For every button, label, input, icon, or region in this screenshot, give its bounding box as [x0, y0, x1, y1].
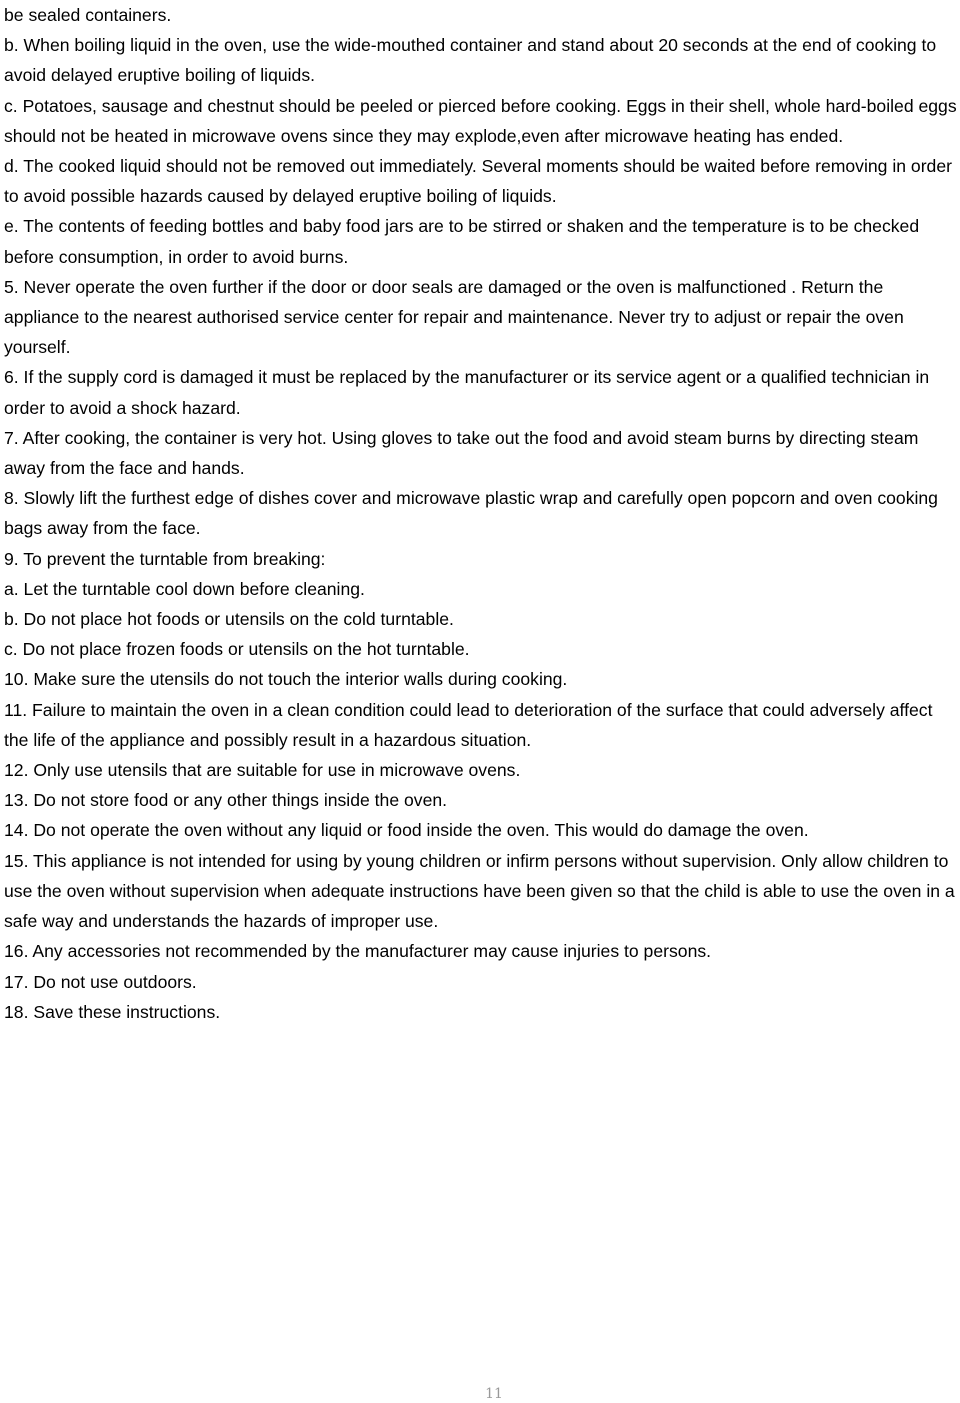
paragraph-continuation: be sealed containers.: [4, 5, 172, 25]
page-number: 11: [485, 1386, 503, 1402]
paragraph-item-d-cooked-liquid: d. The cooked liquid should not be removed out immediately. Several moments should be waited before removing in order to avoid possible hazards caused by delayed eruptive boiling of liquids.: [4, 156, 952, 207]
paragraph-item-6-supply-cord: 6. If the supply cord is damaged it must be replaced by the manufacturer or its service agent or a qualified technician in order to avoid a shock hazard.: [4, 367, 930, 418]
paragraph-item-18-save-instructions: 18. Save these instructions.: [4, 1001, 221, 1022]
paragraph-item-9-turntable: 9. To prevent the turntable from breaking:: [4, 548, 326, 569]
paragraph-item-17-outdoors: 17. Do not use outdoors.: [4, 971, 197, 992]
paragraph-item-e-feeding-bottles: e. The contents of feeding bottles and baby food jars are to be stirred or shaken and the temperature is to be checked before consumption, in order to avoid burns.: [4, 216, 920, 267]
paragraph-item-14-empty-oven: 14. Do not operate the oven without any liquid or food inside the oven. This would do damage the oven.: [4, 820, 809, 841]
paragraph-item-7-hot-container: 7. After cooking, the container is very hot. Using gloves to take out the food and avoid steam burns by directing steam away from the face and hands.: [4, 427, 919, 479]
paragraph-item-9c: c. Do not place frozen foods or utensils on the hot turntable.: [4, 639, 470, 660]
paragraph-item-12-utensils: 12. Only use utensils that are suitable for use in microwave ovens.: [4, 760, 521, 781]
paragraph-item-9a: a. Let the turntable cool down before cleaning.: [4, 578, 365, 599]
paragraph-item-16-accessories: 16. Any accessories not recommended by the manufacturer may cause injuries to persons.: [4, 941, 712, 962]
document-body: [4, 0, 960, 1027]
paragraph-item-c-pierce-food: c. Potatoes, sausage and chestnut should be peeled or pierced before cooking. Eggs in their shell, whole hard-boiled eggs should not be heated in microwave ovens since they may explode,even after microwave heating has ended.: [4, 95, 957, 146]
paragraph-item-8-lift-cover: 8. Slowly lift the furthest edge of dishes cover and microwave plastic wrap and carefully open popcorn and oven cooking bags away from the face.: [4, 488, 938, 539]
paragraph-item-b-boiling-liquid: b. When boiling liquid in the oven, use the wide-mouthed container and stand about 20 seconds at the end of cooking to avoid delayed eruptive boiling of liquids.: [4, 35, 937, 86]
paragraph-item-11-clean-condition: 11. Failure to maintain the oven in a clean condition could lead to deterioration of the surface that could adversely affect the life of the appliance and possibly result in a hazardous situation.: [4, 699, 933, 750]
paragraph-item-9b: b. Do not place hot foods or utensils on the cold turntable.: [4, 609, 454, 630]
paragraph-item-10-interior-walls: 10. Make sure the utensils do not touch the interior walls during cooking.: [4, 669, 568, 690]
paragraph-item-5-damaged-door: 5. Never operate the oven further if the door or door seals are damaged or the oven is malfunctioned . Return the appliance to the nearest authorised service center for repair and maintenance. Never try to adjust or repair the oven yourself.: [4, 276, 904, 358]
paragraph-item-13-store-food: 13. Do not store food or any other things inside the oven.: [4, 790, 448, 811]
paragraph-item-15-children: 15. This appliance is not intended for using by young children or infirm persons without supervision. Only allow children to use the oven without supervision when adequate instructions have been given so that the child is able to use the oven in a safe way and understands the hazards of improper use.: [4, 850, 955, 932]
